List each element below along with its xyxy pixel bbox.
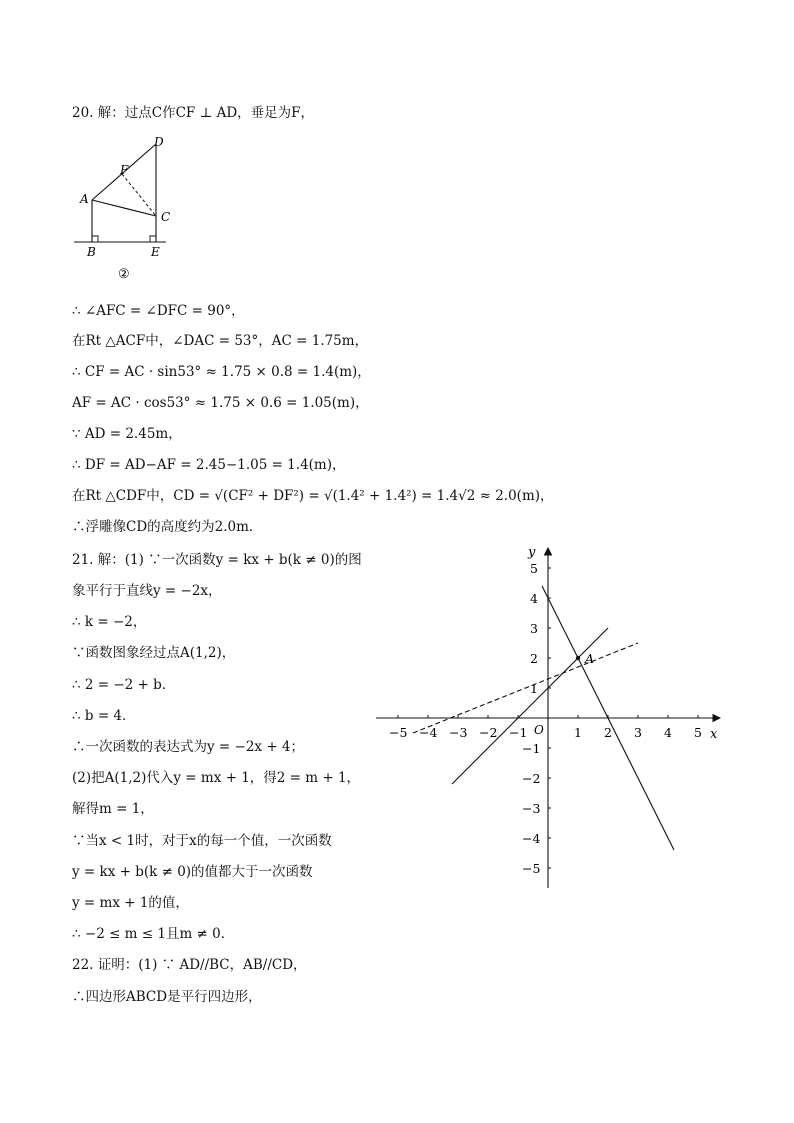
q21-line-9: 解得m = 1， xyxy=(72,801,154,817)
y-tick-label: −3 xyxy=(522,801,541,816)
q21-line-1: 21. 解：(1) ∵一次函数y = kx + b(k ≠ 0)的图 xyxy=(72,552,362,568)
x-tick-label: −1 xyxy=(509,725,528,740)
q20-line-8: ∴浮雕像CD的高度约为2.0m． xyxy=(72,519,263,535)
y-tick-label: −4 xyxy=(522,831,541,846)
y-tick-label: 4 xyxy=(530,591,538,606)
x-tick-label: −4 xyxy=(419,725,438,740)
q20-line-4: AF = AC · cos53° ≈ 1.75 × 0.6 = 1.05(m)， xyxy=(72,395,369,411)
x-tick-label: −5 xyxy=(389,725,408,740)
q21-coordinate-graph xyxy=(370,540,740,890)
q22-line-1: 22. 证明：(1) ∵ AD//BC，AB//CD， xyxy=(72,957,307,973)
x-tick-label: 2 xyxy=(604,725,612,740)
x-tick-label: 5 xyxy=(694,725,702,740)
diagram-label-a: A xyxy=(80,192,89,206)
q20-line-5: ∵ AD = 2.45m， xyxy=(72,426,182,442)
q21-line-3: ∴ k = −2， xyxy=(72,614,147,630)
y-tick-label: 2 xyxy=(530,651,538,666)
y-tick-label: 1 xyxy=(530,681,538,696)
x-tick-label: −3 xyxy=(449,725,468,740)
diagram-label-c: C xyxy=(161,210,171,224)
x-tick-label: 4 xyxy=(664,725,672,740)
q20-line-7: 在Rt △CDF中，CD = √(CF² + DF²) = √(1.4² + 1.4²) = 1.4√2 ≈ 2.0(m)， xyxy=(72,488,554,504)
q22-line-2: ∴四边形ABCD是平行四边形， xyxy=(72,989,262,1005)
point-a-marker xyxy=(576,656,580,660)
q21-line-4: ∵函数图象经过点A(1,2)， xyxy=(72,645,236,661)
y-tick-label: −1 xyxy=(522,741,541,756)
y-tick-label: −2 xyxy=(522,771,541,786)
x-tick-label: 1 xyxy=(574,725,582,740)
q20-geometry-diagram xyxy=(70,132,200,282)
y-tick-label: 5 xyxy=(530,561,538,576)
q20-heading: 20. 解：过点C作CF ⊥ AD，垂足为F， xyxy=(72,105,315,121)
x-tick-label: 3 xyxy=(634,725,642,740)
x-tick-label: −2 xyxy=(479,725,498,740)
q21-line-5: ∴ 2 = −2 + b． xyxy=(72,677,176,693)
y-tick-label: −5 xyxy=(522,861,541,876)
x-axis-label: x xyxy=(710,727,718,742)
series-line-3 xyxy=(413,643,638,733)
diagram-label-f: F xyxy=(120,163,129,177)
y-tick-label: 3 xyxy=(530,621,538,636)
diagram-label-e: E xyxy=(151,245,160,259)
origin-label: O xyxy=(534,723,544,737)
q21-line-6: ∴ b = 4． xyxy=(72,708,136,724)
q21-line-7: ∴一次函数的表达式为y = −2x + 4； xyxy=(72,739,305,755)
q20-line-2: 在Rt △ACF中，∠DAC = 53°，AC = 1.75m， xyxy=(72,333,369,349)
q21-line-8: (2)把A(1,2)代入y = mx + 1，得2 = m + 1， xyxy=(72,770,361,786)
q21-line-10: ∵当x < 1时，对于x的每一个值，一次函数 xyxy=(72,833,332,849)
q21-line-2: 象平行于直线y = −2x， xyxy=(72,583,222,599)
diagram-label-b: B xyxy=(87,245,96,259)
q20-line-6: ∴ DF = AD−AF = 2.45−1.05 = 1.4(m)， xyxy=(72,457,346,473)
q20-line-3: ∴ CF = AC · sin53° ≈ 1.75 × 0.8 = 1.4(m)， xyxy=(72,364,371,380)
diagram-label-d: D xyxy=(154,135,164,149)
q20-line-1: ∴ ∠AFC = ∠DFC = 90°， xyxy=(72,303,245,319)
q21-line-11: y = kx + b(k ≠ 0)的值都大于一次函数 xyxy=(72,864,313,880)
q21-line-13: ∴ −2 ≤ m ≤ 1且m ≠ 0． xyxy=(72,926,235,942)
diagram-caption: ② xyxy=(118,267,130,282)
q21-line-12: y = mx + 1的值， xyxy=(72,895,189,911)
y-axis-label: y xyxy=(528,545,536,560)
point-a-label: A xyxy=(585,651,595,666)
